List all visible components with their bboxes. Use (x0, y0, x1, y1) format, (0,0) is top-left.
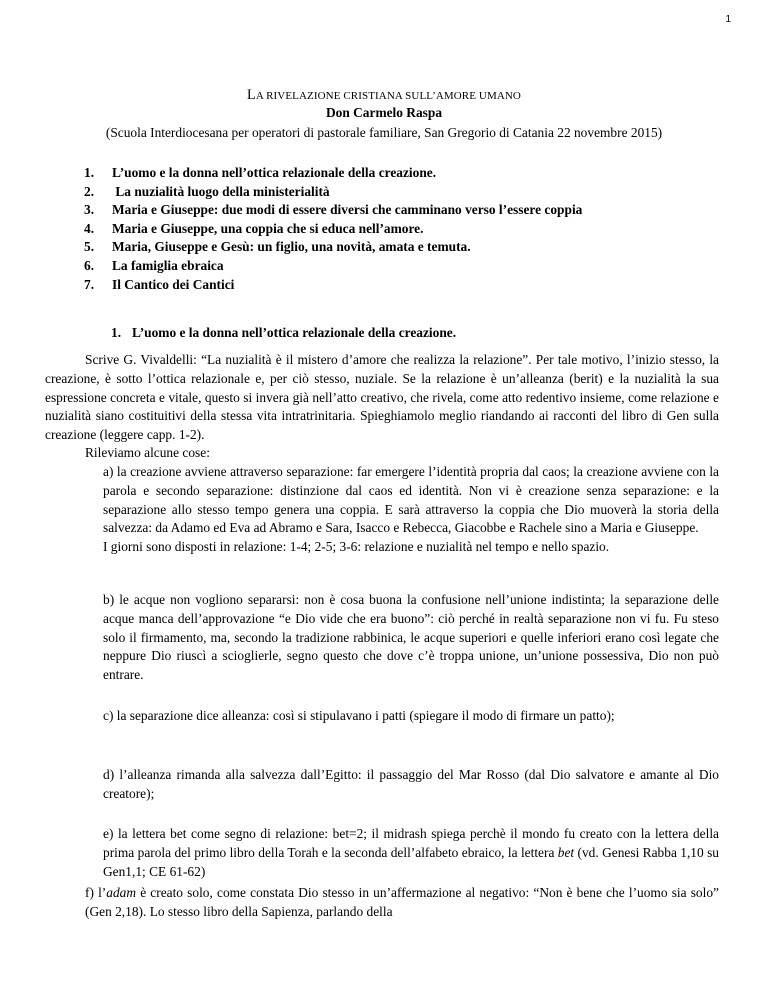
title-smallcaps: A RIVELAZIONE CRISTIANA SULL’AMORE UMANO (255, 90, 521, 102)
toc-number: 3. (84, 202, 95, 218)
section-heading-text: L’uomo e la donna nell’ottica relazionale della creazione. (132, 325, 457, 340)
item-e-text-2: (vd. Genesi Rabba 1,10 su Gen1,1; CE 61-62) (103, 844, 719, 879)
list-item-f (85, 884, 719, 922)
toc-number: 4. (84, 220, 95, 236)
toc-number: 6. (84, 257, 95, 273)
rileviamo-paragraph: Rileviamo alcune cose: (85, 445, 210, 460)
title-text: LA RIVELAZIONE CRISTIANA SULL’AMORE UMANO (247, 87, 521, 103)
toc-number: 5. (84, 239, 95, 255)
author: Don Carmelo Raspa (325, 105, 443, 120)
item-a-text-2: I giorni sono disposti in relazione: 1-4; 2-5; 3-6: relazione e nuzialità nel tempo e nello spazio. (103, 539, 610, 555)
list-item-a (103, 463, 719, 557)
table-of-contents (84, 164, 582, 294)
section-number: 1. (111, 325, 122, 340)
item-e-text: e) la lettera bet come segno di relazione: bet=2; il midrash spiega perchè il mondo fu creato con la lettera della prima parola del primo libro della Torah e la seconda dell’alfabeto ebraico, la lettera (103, 826, 719, 860)
toc-label: L’uomo e la donna nell’ottica relazionale della creazione. (112, 165, 437, 180)
toc-item (84, 183, 582, 202)
item-f-adam: adam (106, 885, 137, 900)
toc-label: La nuzialità luogo della ministerialità (112, 183, 330, 199)
page-number: 1 (725, 14, 731, 25)
toc-label: Maria e Giuseppe: due modi di essere diversi che camminano verso l’essere coppia (112, 202, 583, 218)
intro-paragraph: Scrive G. Vivaldelli: “La nuzialità è il mistero d’amore che realizza la relazione”. Per tale motivo, l’inizio stesso, la creazione, è sotto l’ottica relazionale e, per ciò stesso, nuziale. Se la relazione è un’alleanza (berit) e la nuzialità la sua espressione concreta e vitale, questo si invera già nell’atto creativo, che rivela, come atto redentivo insieme, come relazione e nuzialità siano costituitivi della stessa vita intratrinitaria. Spieghiamolo meglio riandando ai racconti del libro di Gen sulla creazione (leggere capp. 1-2). (45, 352, 719, 443)
toc-label: Il Cantico dei Cantici (112, 276, 235, 292)
toc-number: 1. (84, 165, 95, 180)
item-f-text-2: è creato solo, come constata Dio stesso in un’affermazione al negativo: “Non è bene che l’uomo sia solo” (Gen 2,18). Lo stesso libro della Sapienza, parlando della (85, 885, 719, 919)
toc-number: 7. (84, 276, 95, 292)
toc-label: Maria, Giuseppe e Gesù: un figlio, una novità, amata e temuta. (112, 239, 471, 255)
list-item-c: c) la separazione dice alleanza: così si stipulavano i patti (spiegare il modo di firmare un patto); (103, 708, 615, 723)
item-f-text: f) l’ (85, 885, 107, 900)
list-item-b: b) le acque non vogliono separarsi: non è cosa buona la confusione nell’unione indistinta; la separazione delle acque manca dell’approvazione “e Dio vide che era buono”: ciò perché in realtà separazione non vi fu. Fu steso solo il firmamento, ma, secondo la tradizione rabbinica, le acque superiori e quelle inferiori erano così legate che neppure Dio riuscì a scioglierle, segno questo che dove c’è troppa unione, un’unione possessiva, Dio non può entrare. (103, 592, 719, 683)
toc-item (84, 164, 582, 183)
toc-item (84, 238, 582, 257)
toc-label: Maria e Giuseppe, una coppia che si educa nell’amore. (112, 220, 424, 236)
list-item-e (103, 825, 719, 881)
toc-item (84, 276, 582, 295)
toc-item (84, 257, 582, 276)
subtitle: (Scuola Interdiocesana per operatori di pastorale familiare, San Gregorio di Catania 22 novembre 2015) (105, 125, 663, 140)
item-a-text: a) la creazione avviene attraverso separazione: far emergere l’identità propria dal caos; la creazione avviene con la parola e secondo separazione: distinzione dal caos ed identità. Non vi è creazione senza separazione: e la separazione allo stesso tempo genera una coppia. E sarà attraverso la coppia che Dio muoverà la storia della salvezza: da Adamo ed Eva ad Abramo e Sara, Isacco e Rebecca, Giacobbe e Rachele sino a Maria e Giuseppe. (103, 464, 719, 536)
title-block (0, 87, 768, 143)
toc-number: 2. (84, 183, 95, 199)
toc-item (84, 201, 582, 220)
item-e-bet: bet (557, 844, 575, 860)
document-title (0, 87, 768, 105)
toc-item (84, 220, 582, 239)
toc-label: La famiglia ebraica (112, 257, 224, 273)
list-item-d: d) l’alleanza rimanda alla salvezza dall’Egitto: il passaggio del Mar Rosso (dal Dio salvatore e amante al Dio creatore); (103, 767, 719, 801)
section-heading (111, 325, 456, 341)
